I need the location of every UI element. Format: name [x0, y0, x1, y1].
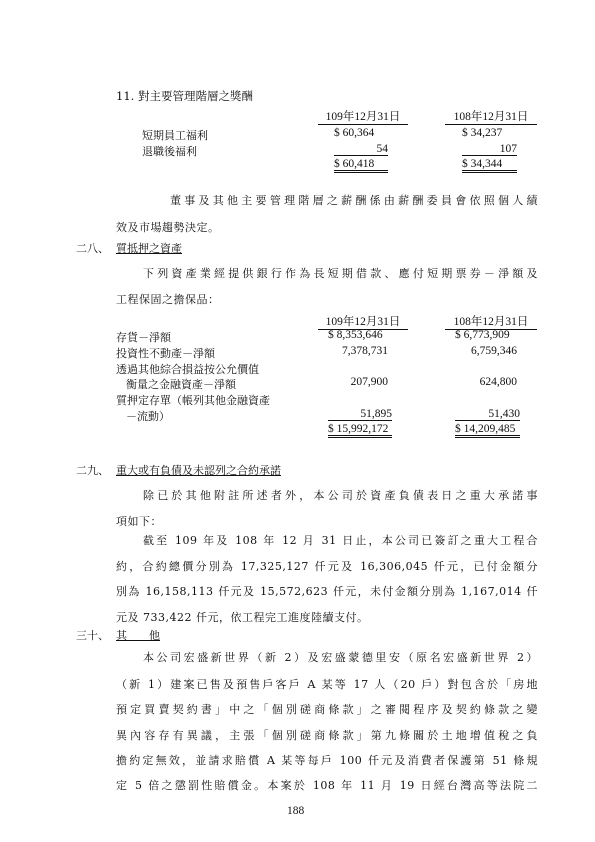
value-pledged-deposits-2020: 51,895: [328, 408, 392, 421]
note11-col-header-2020: 109年12月31日: [318, 108, 408, 125]
row-label-pledged-deposits-line-2: －流動）: [126, 410, 170, 423]
section-30-line-5: 擔約定無效，並請求賠償 A 某等每戶 100 仟元及消費者保護第 51 條規: [116, 754, 538, 767]
row-label-fvoci-line-1: 透過其他綜合損益按公允價值: [116, 363, 259, 376]
row-label-fvoci-line-2: 衡量之金融資產－淨額: [126, 378, 236, 391]
value-post-employment-2020: 54: [334, 143, 388, 156]
row-label-pledged-deposits-line-1: 質押定存單（帳列其他金融資產: [116, 394, 270, 407]
section-29-title: 重大或有負債及未認列之合約承諾: [116, 464, 281, 477]
value-pledged-deposits-2019: 51,430: [455, 408, 520, 421]
value-short-term-2020: $ 60,364: [334, 127, 375, 139]
section-30-line-4: 異內容存有異議，主張「個別磋商條款」第九條關於土地增值稅之負: [116, 729, 538, 742]
row-label-inventory: 存貨－淨額: [116, 331, 171, 344]
section-29-number: 二九、: [76, 464, 109, 477]
note-11-title: 11. 對主要管理階層之獎酬: [116, 89, 253, 103]
total-2019: $ 34,344: [462, 158, 517, 173]
section-28-paragraph-line-2: 工程保固之擔保品：: [116, 293, 220, 306]
section-29-p2-line-2: 約，合約總價分別為 17,325,127 仟元及 16,306,045 仟元，已付金額分: [116, 560, 538, 573]
value-investment-property-2020: 7,378,731: [342, 345, 388, 357]
section-30-line-1: 本公司宏盛新世界（新 2）及宏盛蒙德里安（原名宏盛新世界 2）: [143, 651, 538, 664]
section-29-p2-line-1: 截至 109 年及 108 年 12 月 31 日止，本公司已簽訂之重大工程合: [143, 534, 538, 547]
section-29-p1-line-2: 項如下：: [116, 515, 162, 528]
section-30-number: 三十、: [76, 629, 109, 642]
note11-paragraph-line-1: 董事及其他主要管理階層之薪酬係由薪酬委員會依照個人績: [170, 194, 538, 207]
section-28-title: 質抵押之資產: [116, 242, 182, 255]
note11-paragraph-line-2: 效及市場趨勢決定。: [116, 221, 220, 234]
section-30-line-6: 定 5 倍之懲罰性賠償金。本案於 108 年 11 月 19 日經台灣高等法院二: [116, 779, 538, 792]
sec28-col-header-2019: 108年12月31日: [445, 313, 537, 330]
section-30-line-2: （新 1）建案已售及預售戶客戶 A 某等 17 人（20 戶）對包含於「房地: [116, 678, 538, 691]
note11-col-header-2019: 108年12月31日: [445, 108, 537, 125]
sec28-total-2019: $ 14,209,485: [455, 423, 520, 438]
sec28-col-header-2020: 109年12月31日: [318, 313, 408, 330]
section-29-p2-line-3: 別為 16,158,113 仟元及 15,572,623 仟元，未付金額分別為 1,167,014 仟: [116, 585, 538, 598]
section-28-number: 二八、: [76, 242, 109, 255]
row-label-short-term-benefits: 短期員工福利: [142, 129, 208, 142]
value-fvoci-2019: 624,800: [479, 376, 517, 388]
section-28-paragraph-line-1: 下列資產業經提供銀行作為長短期借款、應付短期票券－淨額及: [143, 267, 538, 280]
value-fvoci-2020: 207,900: [350, 376, 388, 388]
section-30-line-3: 預定買賣契約書」中之「個別磋商條款」之審閱程序及契約條款之變: [116, 703, 538, 716]
section-29-p1-line-1: 除已於其他附註所述者外，本公司於資產負債表日之重大承諾事: [143, 489, 538, 502]
value-short-term-2019: $ 34,237: [462, 127, 503, 139]
row-label-investment-property: 投資性不動產－淨額: [116, 347, 215, 360]
section-30-title: 其 他: [116, 629, 160, 642]
value-investment-property-2019: 6,759,346: [471, 345, 517, 357]
total-2020: $ 60,418: [334, 158, 388, 173]
section-29-p2-line-4: 元及 733,422 仟元，依工程完工進度陸續支付。: [116, 611, 369, 624]
value-inventory-2020: $ 8,353,646: [328, 329, 383, 341]
page-number: 188: [287, 805, 305, 817]
value-post-employment-2019: 107: [462, 143, 517, 156]
sec28-total-2020: $ 15,992,172: [328, 423, 392, 438]
value-inventory-2019: $ 6,773,909: [455, 329, 510, 341]
row-label-post-employment-benefits: 退職後福利: [142, 145, 197, 158]
